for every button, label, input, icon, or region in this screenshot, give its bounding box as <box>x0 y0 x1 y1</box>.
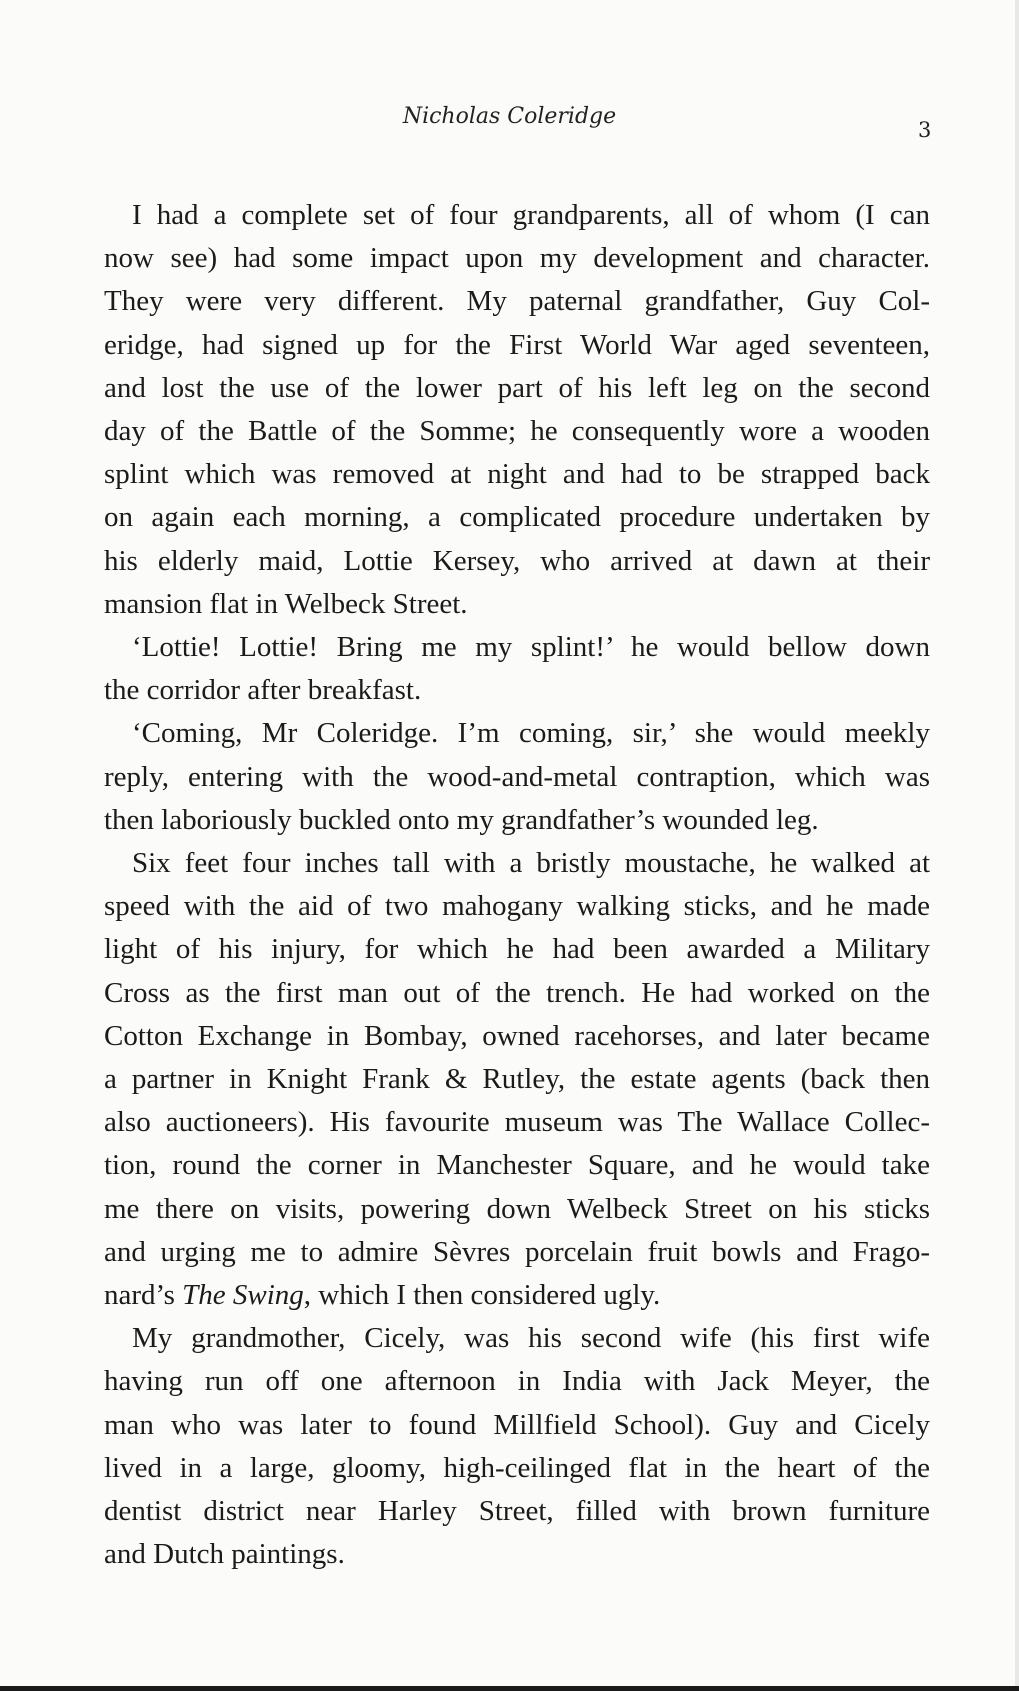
text-line: then laboriously buckled onto my grandfather’s wounded leg. <box>104 803 819 836</box>
text-line: Cross as the first man out of the trench. He had worked on the <box>104 976 930 1009</box>
text-line: now see) had some impact upon my development and character. <box>104 242 930 275</box>
text-line: me there on visits, powering down Welbeck Street on his sticks <box>104 1192 930 1225</box>
paragraph-1 <box>104 194 930 626</box>
text-line: splint which was removed at night and had to be strapped back <box>104 458 930 491</box>
text-line: the corridor after breakfast. <box>104 674 422 707</box>
text-line: his elderly maid, Lottie Kersey, who arrived at dawn at their <box>104 544 930 577</box>
text-line: having run off one afternoon in India with Jack Meyer, the <box>104 1365 930 1398</box>
text-line: lived in a large, gloomy, high-ceilinged flat in the heart of the <box>104 1451 930 1484</box>
text-line: man who was later to found Millfield School). Guy and Cicely <box>104 1408 930 1441</box>
paragraph-4 <box>104 842 930 1317</box>
text-line: light of his injury, for which he had been awarded a Military <box>104 933 930 966</box>
text-line: tion, round the corner in Manchester Square, and he would take <box>104 1149 930 1182</box>
text-line: ‘Lottie! Lottie! Bring me my splint!’ he would bellow down <box>132 631 930 664</box>
text-line: eridge, had signed up for the First World War aged seventeen, <box>104 328 930 361</box>
text-line: on again each morning, a complicated procedure undertaken by <box>104 501 930 534</box>
page-edge-bottom <box>0 1686 1019 1691</box>
text-line: and urging me to admire Sèvres porcelain fruit bowls and Frago- <box>104 1235 930 1268</box>
text-run: nard’s <box>104 1279 183 1312</box>
text-line: Six feet four inches tall with a bristly moustache, he walked at <box>132 847 930 880</box>
text-line: a partner in Knight Frank & Rutley, the estate agents (back then <box>104 1063 930 1096</box>
text-line: My grandmother, Cicely, was his second wife (his first wife <box>132 1322 930 1355</box>
page-edge-right <box>1015 0 1019 1691</box>
artwork-title: The Swing <box>182 1279 304 1312</box>
paragraph-2 <box>104 626 930 712</box>
running-head-title: Nicholas Coleridge <box>402 104 617 129</box>
text-line: speed with the aid of two mahogany walking sticks, and he made <box>104 890 930 923</box>
text-line: I had a complete set of four grandparents, all of whom (I can <box>132 199 930 231</box>
text-line: dentist district near Harley Street, filled with brown furniture <box>104 1495 930 1528</box>
page-number: 3 <box>918 118 932 142</box>
text-line: ‘Coming, Mr Coleridge. I’m coming, sir,’ she would meekly <box>132 717 930 750</box>
text-line: also auctioneers). His favourite museum was The Wallace Collec- <box>104 1106 930 1139</box>
text-line-with-italic-title <box>104 1274 930 1317</box>
text-line: and lost the use of the lower part of his left leg on the second <box>104 371 930 404</box>
text-line: mansion flat in Welbeck Street. <box>104 587 468 620</box>
text-line: reply, entering with the wood-and-metal contraption, which was <box>104 760 930 793</box>
text-line: Cotton Exchange in Bombay, owned racehorses, and later became <box>104 1019 930 1052</box>
body-text <box>104 194 930 1577</box>
text-line: day of the Battle of the Somme; he consequently wore a wooden <box>104 415 930 448</box>
paragraph-5 <box>104 1317 930 1576</box>
text-line: They were very different. My paternal grandfather, Guy Col- <box>104 285 930 318</box>
paragraph-3 <box>104 712 930 842</box>
text-run: , which I then considered ugly. <box>303 1279 661 1312</box>
text-line: and Dutch paintings. <box>104 1538 345 1571</box>
